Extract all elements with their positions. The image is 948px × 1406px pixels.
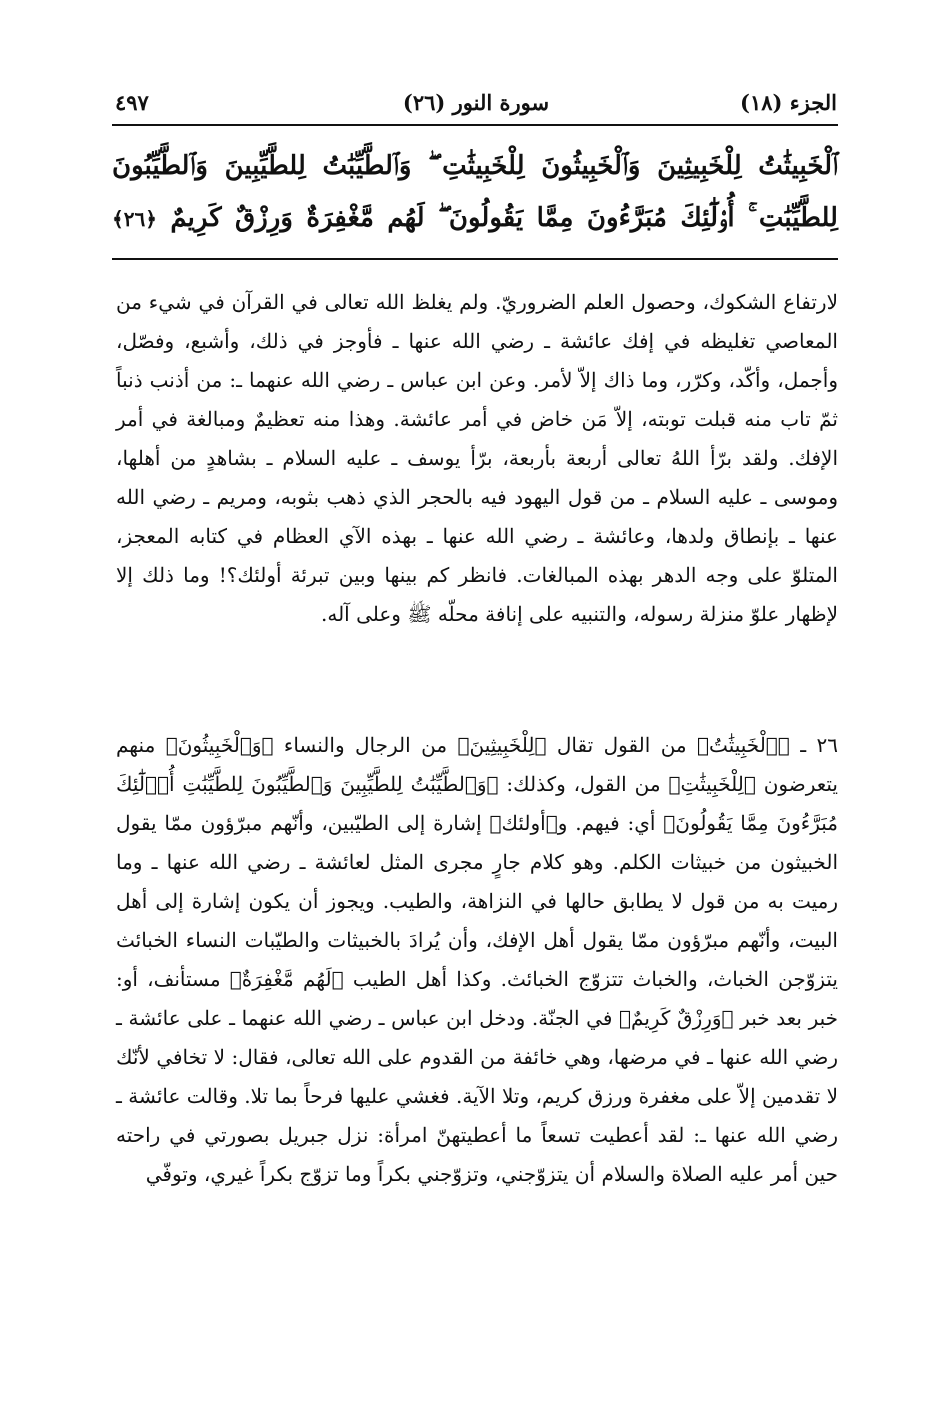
quran-verse [112, 140, 838, 245]
verse-divider [112, 258, 838, 260]
verse-text: ٱلْخَبِيثَٰتُ لِلْخَبِيثِينَ وَٱلْخَبِيثُونَ لِلْخَبِيثَٰتِ ۖ وَٱلطَّيِّبَٰتُ لِلطَّيِّبِينَ وَٱلطَّيِّبُونَ لِلطَّيِّبَٰتِ ۚ أُو۟لَٰٓئِكَ مُبَرَّءُونَ مِمَّا يَقُولُونَ ۖ لَهُم مَّغْفِرَةٌ وَرِزْقٌ كَرِيمٌ [112, 151, 838, 233]
header-divider [112, 124, 838, 126]
surah-title: سورة النور (٢٦) [402, 90, 550, 115]
verse-number-mark: ﴿٢٦﴾ [112, 207, 157, 231]
commentary-paragraph-2: ٢٦ ـ ﴿ٱلْخَبِيثَٰتُ﴾ من القول تقال ﴿لِلْخَبِيثِينَ﴾ من الرجال والنساء ﴿وَٱلْخَبِيثُونَ﴾ منهم يتعرضون ﴿لِلْخَبِيثَٰتِ﴾ من القول، وكذلك: ﴿وَٱلطَّيِّبَٰتُ لِلطَّيِّبِينَ وَٱلطَّيِّبُونَ لِلطَّيِّبَٰتِ أُو۟لَٰٓئِكَ مُبَرَّءُونَ مِمَّا يَقُولُونَ﴾ أي: فيهم. و﴿أولئك﴾ إشارة إلى الطيّبين، وأنّهم مبرّؤون ممّا يقول الخبيثون من خبيثات الكلم. وهو كلام جارٍ مجرى المثل لعائشة ـ رضي الله عنها ـ وما رميت به من قول لا يطابق حالها في النزاهة، والطيب. ويجوز أن يكون إشارة إلى أهل البيت، وأنّهم مبرّؤون ممّا يقول أهل الإفك، وأن يُرادَ بالخبيثات والطيّبات النساء الخبائث يتزوّجن الخباث، والخباث تتزوّج الخبائث. وكذا أهل الطيب ﴿لَهُم مَّغْفِرَةٌ﴾ مستأنف، أو: خبر بعد خبر ﴿وَرِزْقٌ كَرِيمٌ﴾ في الجنّة. ودخل ابن عباس ـ رضي الله عنهما ـ على عائشة ـ رضي الله عنها ـ في مرضها، وهي خائفة من القدوم على الله تعالى، فقال: لا تخافي لأنّك لا تقدمين إلاّ على مغفرة ورزق كريم، وتلا الآية. فغشي عليها فرحاً بما تلا. وقالت عائشة ـ رضي الله عنها ـ: لقد أعطيت تسعاً ما أعطيتهنّ امرأة: نزل جبريل بصورتي في راحته حين أمر عليه الصلاة والسلام أن يتزوّجني، وتزوّجني بكراً وما تزوّج بكراً غيري، وتوفّي [116, 733, 839, 1186]
page-header [115, 86, 837, 122]
page-number: ٤٩٧ [115, 90, 149, 115]
part-number: الجزء (١٨) [740, 90, 837, 115]
commentary-paragraph-1: لارتفاع الشكوك، وحصول العلم الضروريّ. ولم يغلظ الله تعالى في القرآن في شيء من المعاصي تغليظه في إفك عائشة ـ رضي الله عنها ـ فأوجز في ذلك، وأشبع، وفصّل، وأجمل، وأكّد، وكرّر، وما ذاك إلاّ لأمر. وعن ابن عباس ـ رضي الله عنهما ـ: من أذنب ذنباً ثمّ تاب منه قبلت توبته، إلاّ مَن خاض في أمر عائشة. وهذا منه تعظيمٌ ومبالغة في أمر الإفك. ولقد برّأ اللهُ تعالى أربعة بأربعة، برّأ يوسف ـ عليه السلام ـ بشاهدٍ من أهلها، وموسى ـ عليه السلام ـ من قول اليهود فيه بالحجر الذي ذهب بثوبه، ومريم ـ رضي الله عنها ـ بإنطاق ولدها، وعائشة ـ رضي الله عنها ـ بهذه الآي العظام في كتابه المعجز، المتلوّ على وجه الدهر بهذه المبالغات. فانظر كم بينها وبين تبرئة أولئك؟! وما ذلك إلا لإظهار علوّ منزلة رسوله، والتنبيه على إنافة محلّه ﷺ وعلى آله. [116, 290, 838, 626]
